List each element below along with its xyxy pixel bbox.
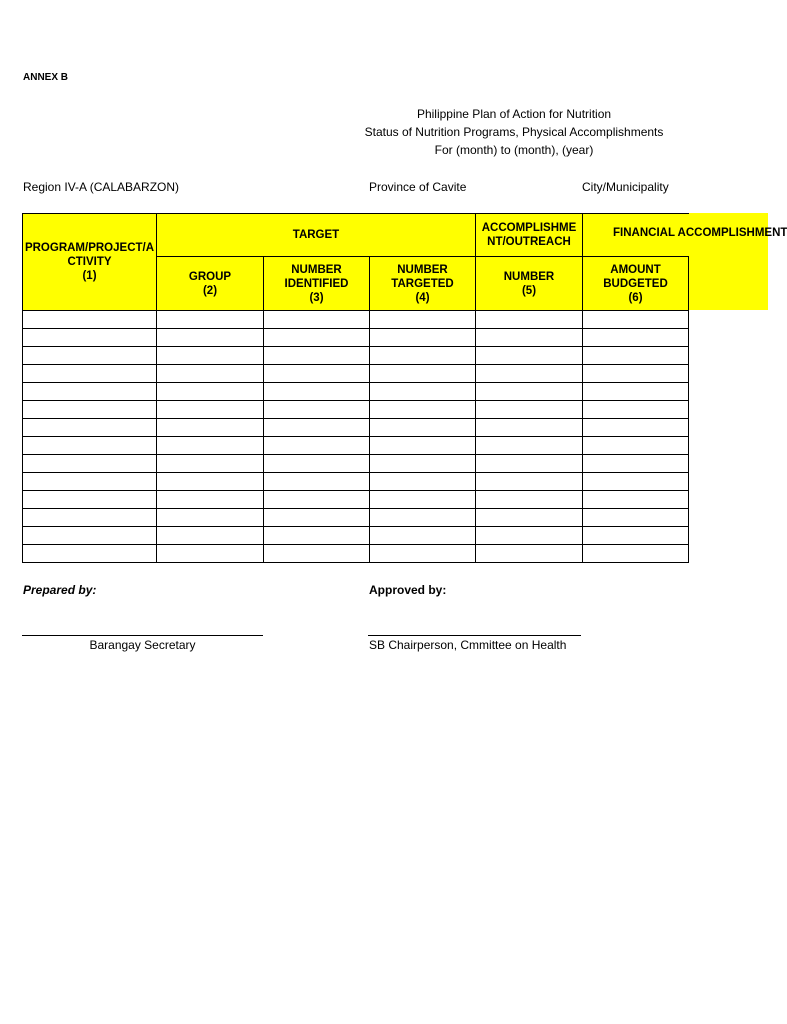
table-cell[interactable] — [370, 527, 476, 545]
title-line-1: Philippine Plan of Action for Nutrition — [416, 107, 612, 121]
table-cell[interactable] — [157, 455, 264, 473]
table-cell[interactable] — [157, 365, 264, 383]
table-cell[interactable] — [157, 437, 264, 455]
table-cell[interactable] — [476, 365, 583, 383]
table-cell[interactable] — [370, 455, 476, 473]
table-cell[interactable] — [23, 527, 157, 545]
table-cell[interactable] — [476, 347, 583, 365]
table-cell[interactable] — [370, 437, 476, 455]
table-cell[interactable] — [583, 509, 689, 527]
table-cell[interactable] — [157, 527, 264, 545]
approver-signature-line — [368, 635, 581, 636]
table-cell[interactable] — [476, 491, 583, 509]
table-cell[interactable] — [476, 437, 583, 455]
number-identified-header: NUMBER IDENTIFIED (3) — [264, 257, 370, 311]
table-cell[interactable] — [23, 311, 157, 329]
table-cell[interactable] — [476, 527, 583, 545]
table-cell[interactable] — [157, 347, 264, 365]
table-cell[interactable] — [476, 545, 583, 563]
preparer-title: Barangay Secretary — [89, 638, 196, 652]
table-cell[interactable] — [370, 419, 476, 437]
table-cell[interactable] — [264, 401, 370, 419]
table-cell[interactable] — [157, 473, 264, 491]
table-cell[interactable] — [476, 419, 583, 437]
table-cell[interactable] — [23, 437, 157, 455]
table-cell[interactable] — [23, 383, 157, 401]
region-label: Region IV-A (CALABARZON) — [23, 180, 180, 194]
table-cell[interactable] — [583, 365, 689, 383]
table-cell[interactable] — [157, 509, 264, 527]
nutrition-status-table — [22, 213, 689, 563]
table-cell[interactable] — [370, 365, 476, 383]
table-row — [23, 419, 689, 437]
table-cell[interactable] — [157, 329, 264, 347]
table-cell[interactable] — [583, 455, 689, 473]
table-cell[interactable] — [264, 473, 370, 491]
accomplishment-header: ACCOMPLISHME NT/OUTREACH — [476, 214, 583, 257]
financial-header: FINANCIAL ACCOMPLISHMENT — [613, 227, 787, 239]
table-row — [23, 383, 689, 401]
table-cell[interactable] — [264, 347, 370, 365]
city-label: City/Municipality — [582, 180, 669, 194]
title-line-2: Status of Nutrition Programs, Physical Accomplishments — [364, 125, 664, 139]
table-cell[interactable] — [370, 311, 476, 329]
table-cell[interactable] — [264, 383, 370, 401]
table-cell[interactable] — [370, 401, 476, 419]
table-cell[interactable] — [583, 311, 689, 329]
table-cell[interactable] — [370, 509, 476, 527]
table-cell[interactable] — [476, 311, 583, 329]
amount-budgeted-header: AMOUNT BUDGETED (6) — [583, 257, 689, 311]
table-cell[interactable] — [583, 347, 689, 365]
table-cell[interactable] — [157, 419, 264, 437]
group-header: GROUP (2) — [157, 257, 264, 311]
table-cell[interactable] — [583, 545, 689, 563]
preparer-signature-line — [22, 635, 263, 636]
approved-by-label: Approved by: — [369, 583, 447, 597]
table-row — [23, 347, 689, 365]
table-cell[interactable] — [264, 509, 370, 527]
table-cell[interactable] — [370, 329, 476, 347]
table-cell[interactable] — [23, 347, 157, 365]
table-cell[interactable] — [264, 311, 370, 329]
table-cell[interactable] — [157, 545, 264, 563]
table-cell[interactable] — [476, 473, 583, 491]
table-cell[interactable] — [264, 419, 370, 437]
table-row — [23, 365, 689, 383]
table-row — [23, 491, 689, 509]
table-cell[interactable] — [476, 401, 583, 419]
table-cell[interactable] — [476, 329, 583, 347]
number-header: NUMBER (5) — [476, 257, 583, 311]
table-cell[interactable] — [264, 545, 370, 563]
table-cell[interactable] — [476, 383, 583, 401]
table-row — [23, 509, 689, 527]
table-cell[interactable] — [583, 401, 689, 419]
table-cell[interactable] — [23, 491, 157, 509]
table-cell[interactable] — [264, 455, 370, 473]
table-row — [23, 329, 689, 347]
table-cell[interactable] — [23, 455, 157, 473]
table-cell[interactable] — [583, 491, 689, 509]
table-cell[interactable] — [583, 383, 689, 401]
table-cell[interactable] — [23, 401, 157, 419]
table-cell[interactable] — [23, 365, 157, 383]
table-row — [23, 545, 689, 563]
table-cell[interactable] — [370, 383, 476, 401]
table-row — [23, 437, 689, 455]
table-cell[interactable] — [23, 419, 157, 437]
table-row — [23, 473, 689, 491]
table-cell[interactable] — [583, 329, 689, 347]
table-cell[interactable] — [370, 347, 476, 365]
target-header: TARGET — [157, 214, 476, 257]
table-row — [23, 455, 689, 473]
table-cell[interactable] — [370, 473, 476, 491]
table-cell[interactable] — [583, 419, 689, 437]
financial-header-clip — [582, 214, 787, 256]
table-cell[interactable] — [370, 491, 476, 509]
table-cell[interactable] — [264, 365, 370, 383]
prepared-by-label: Prepared by: — [23, 583, 97, 597]
table-cell[interactable] — [583, 437, 689, 455]
table-cell[interactable] — [264, 491, 370, 509]
table-cell[interactable] — [476, 455, 583, 473]
table-cell[interactable] — [370, 545, 476, 563]
table-cell[interactable] — [264, 437, 370, 455]
table-row — [23, 401, 689, 419]
table-cell[interactable] — [157, 383, 264, 401]
program-header: PROGRAM/PROJECT/A CTIVITY (1) — [23, 214, 157, 311]
table-cell[interactable] — [264, 329, 370, 347]
table-cell[interactable] — [23, 545, 157, 563]
table-cell[interactable] — [23, 473, 157, 491]
province-label: Province of Cavite — [369, 180, 467, 194]
approver-title: SB Chairperson, Cmmittee on Health — [369, 638, 567, 652]
number-targeted-header: NUMBER TARGETED (4) — [370, 257, 476, 311]
table-cell[interactable] — [476, 509, 583, 527]
table-cell[interactable] — [157, 311, 264, 329]
document-titles — [340, 105, 688, 159]
table-cell[interactable] — [157, 401, 264, 419]
table-cell[interactable] — [23, 329, 157, 347]
table-row — [23, 311, 689, 329]
title-line-3: For (month) to (month), (year) — [434, 143, 594, 157]
table-cell[interactable] — [23, 509, 157, 527]
table-cell[interactable] — [583, 473, 689, 491]
table-cell[interactable] — [583, 527, 689, 545]
table-cell[interactable] — [157, 491, 264, 509]
annex-label: ANNEX B — [23, 72, 69, 83]
table-cell[interactable] — [264, 527, 370, 545]
table-row — [23, 527, 689, 545]
